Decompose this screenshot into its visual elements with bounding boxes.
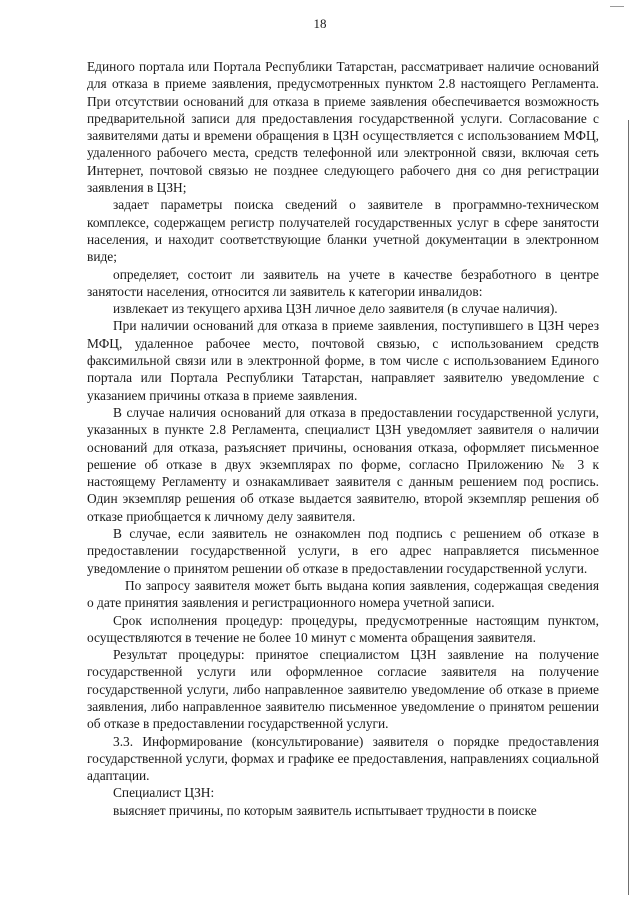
- scan-edge-mark: [610, 6, 624, 7]
- paragraph-portal-review: Единого портала или Портала Республики Татарстан, рассматривает наличие оснований для отказа в приеме заявления, предусмотренных пунктом 2.8 настоящего Регламента. При отсутствии оснований для отказа в приеме заявления обеспечивается возможность предварительной записи для предоставления государственной услуги. Согласование с заявителями даты и времени обращения в ЦЗН осуществляется с использованием МФЦ, удаленного рабочего места, средств телефонной или электронной связи, включая сеть Интернет, почтовой связью не позднее следующего рабочего дня со дня регистрации заявления в ЦЗН;: [87, 59, 599, 196]
- paragraph-refusal-grounds: При наличии оснований для отказа в приеме заявления, поступившего в ЦЗН через МФЦ, удаленное рабочее место, почтовой связью, с использованием средств факсимильной связи или в электронной форме, в том числе с использованием Единого портала или Портала Республики Татарстан, направляет заявителю уведомление с указанием причины отказа в приеме заявления.: [87, 318, 599, 403]
- paragraph-procedure-result: Результат процедуры: принятое специалистом ЦЗН заявление на получение государственной услуги или оформленное согласие заявителя на получение государственной услуги, либо направленное заявителю уведомление об отказе в приеме заявления, либо направленное заявителю письменное уведомление о принятом решении об отказе в предоставлении государственной услуги.: [87, 647, 599, 732]
- paragraph-clarifies-reasons: выясняет причины, по которым заявитель испытывает трудности в поиске: [113, 802, 537, 818]
- paragraph-archive-retrieval: извлекает из текущего архива ЦЗН личное дело заявителя (в случае наличия).: [113, 301, 558, 317]
- paragraph-refusal-decision: В случае наличия оснований для отказа в предоставлении государственной услуги, указанных в пункте 2.8 Регламента, специалист ЦЗН уведомляет заявителя о наличии оснований для отказа, разъясняет причины, основания отказа, оформляет письменное решение об отказе в двух экземплярах по форме, согласно Приложению № 3 к настоящему Регламенту и ознакамливает заявителя с данным решением под роспись. Один экземпляр решения об отказе выдается заявителю, второй экземпляр решения об отказе приобщается к личному делу заявителя.: [87, 404, 599, 524]
- paragraph-copy-request: По запросу заявителя может быть выдана копия заявления, содержащая сведения о дате принятия заявления и регистрационного номера учетной записи.: [87, 577, 599, 611]
- paragraph-specialist: Специалист ЦЗН:: [113, 785, 215, 801]
- page-number: 18: [313, 16, 327, 31]
- document-body: [87, 58, 599, 819]
- scan-edge-line: [628, 120, 629, 895]
- paragraph-procedure-deadline: Срок исполнения процедур: процедуры, предусмотренные настоящим пунктом, осуществляются в течение не более 10 минут с момента обращения заявителя.: [87, 612, 599, 645]
- paragraph-registration-check: определяет, состоит ли заявитель на учете в качестве безработного в центре занятости населения, относится ли заявитель к категории инвалидов:: [87, 266, 599, 299]
- paragraph-written-notice: В случае, если заявитель не ознакомлен под подпись с решением об отказе в предоставлении государственной услуги, в его адрес направляется письменное уведомление о принятом решении об отказе в предоставлении государственной услуги.: [87, 526, 599, 576]
- section-heading-3-3: 3.3. Информирование (консультирование) заявителя о порядке предоставления государственной услуги, формах и графике ее предоставления, направлениях социальной адаптации.: [87, 733, 599, 784]
- paragraph-search-parameters: задает параметры поиска сведений о заявителе в программно-техническом комплексе, содержащем регистр получателей государственных услуг в сфере занятости населения, и находит соответствующие бланки учетной документации в электронном виде;: [87, 197, 599, 265]
